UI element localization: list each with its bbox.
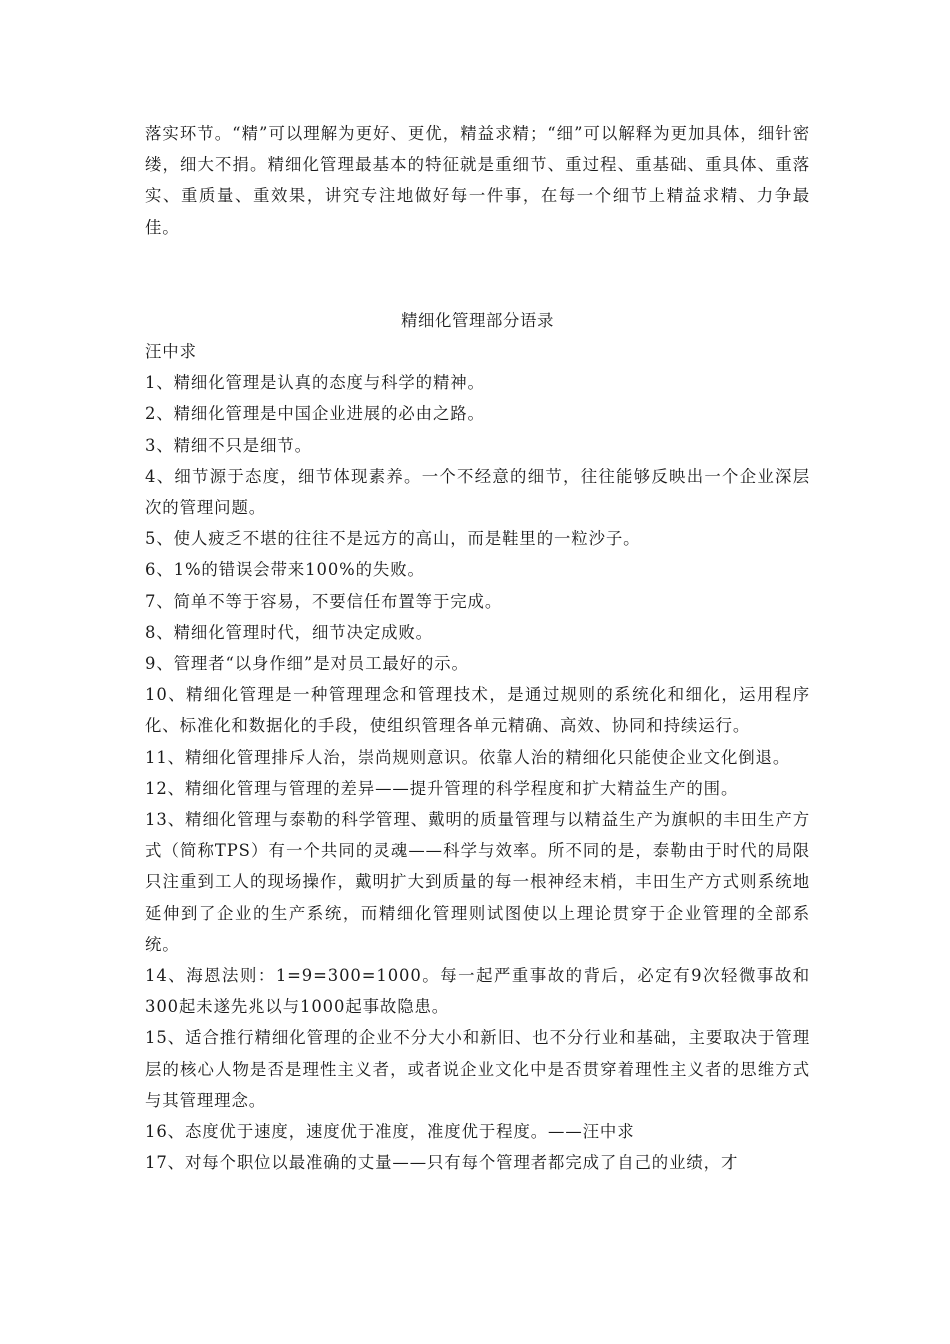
quote-item: 10、精细化管理是一种管理理念和管理技术，是通过规则的系统化和细化，运用程序化、标准化和数据化的手段，使组织管理各单元精确、高效、协同和持续运行。: [145, 685, 810, 736]
quote-item: 8、精细化管理时代，细节决定成败。: [145, 622, 433, 642]
intro-paragraph: 落实环节。“精”可以理解为更好、更优，精益求精；“细”可以解释为更加具体，细针密缕，细大不捐。精细化管理最基本的特征就是重细节、重过程、重基础、重具体、重落实、重质量、重效果，讲究专注地做好每一件事，在每一个细节上精益求精、力争最佳。: [145, 124, 810, 237]
quote-item: 13、精细化管理与泰勒的科学管理、戴明的质量管理与以精益生产为旗帜的丰田生产方式（简称TPS）有一个共同的灵魂——科学与效率。所不同的是，泰勒由于时代的局限只注重到工人的现场操作，戴明扩大到质量的每一根神经末梢，丰田生产方式则系统地延伸到了企业的生产系统，而精细化管理则试图使以上理论贯穿于企业管理的全部系统。: [145, 810, 810, 954]
quote-item: 15、适合推行精细化管理的企业不分大小和新旧、也不分行业和基础，主要取决于管理层的核心人物是否是理性主义者，或者说企业文化中是否贯穿着理性主义者的思维方式与其管理理念。: [145, 1028, 810, 1110]
quote-list: [145, 367, 810, 1178]
quote-item: 17、对每个职位以最准确的丈量——只有每个管理者都完成了自己的业绩，才: [145, 1153, 739, 1173]
section-title: 精细化管理部分语录: [401, 310, 554, 330]
quote-item: 3、精细不只是细节。: [145, 435, 312, 455]
quote-item: 9、管理者“以身作细”是对员工最好的示。: [145, 654, 469, 674]
quote-item: 12、精细化管理与管理的差异——提升管理的科学程度和扩大精益生产的围。: [145, 778, 739, 798]
section-author: 汪中求: [145, 342, 197, 362]
quote-item: 11、精细化管理排斥人治，崇尚规则意识。依靠人治的精细化只能使企业文化倒退。: [145, 747, 791, 767]
quote-item: 4、细节源于态度，细节体现素养。一个不经意的细节，往往能够反映出一个企业深层次的管理问题。: [145, 466, 810, 518]
quote-item: 16、态度优于速度，速度优于准度，准度优于程度。——汪中求: [145, 1122, 635, 1142]
quote-item: 14、海恩法则：1=9=300=1000。每一起严重事故的背后，必定有9次轻微事故和300起未遂先兆以与1000起事故隐患。: [145, 966, 810, 1017]
document-page: [145, 118, 810, 1179]
quote-item: 1、精细化管理是认真的态度与科学的精神。: [145, 373, 485, 393]
quote-item: 6、1%的错误会带来100%的失败。: [145, 560, 425, 580]
quote-item: 7、简单不等于容易，不要信任布置等于完成。: [145, 591, 503, 611]
quote-item: 5、使人疲乏不堪的往往不是远方的高山，而是鞋里的一粒沙子。: [145, 529, 641, 549]
quote-item: 2、精细化管理是中国企业进展的必由之路。: [145, 404, 485, 424]
section-gap: [145, 243, 810, 305]
